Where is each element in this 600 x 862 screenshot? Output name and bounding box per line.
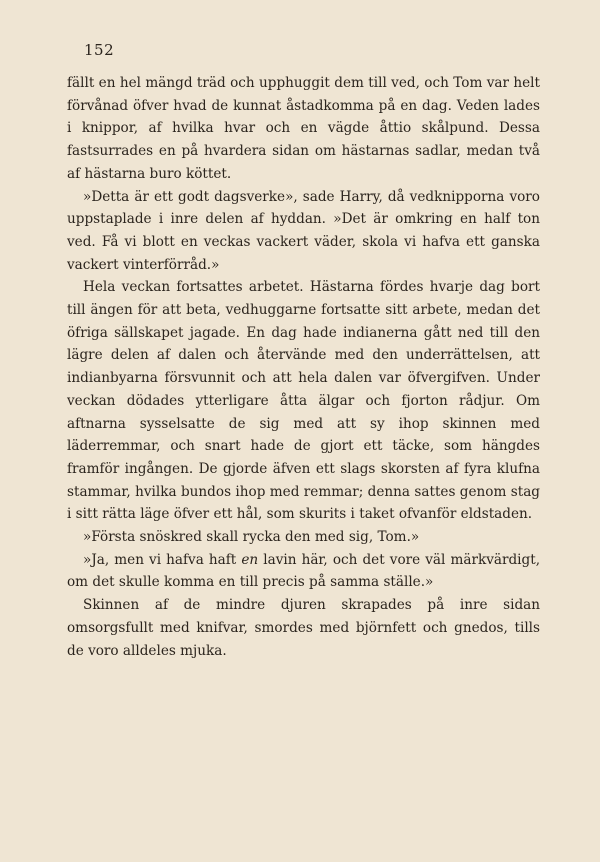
- paragraph-5-after: lavin här, och det vore väl märkvärdigt, om det skulle komma en till precis på samma ställe.»: [67, 551, 541, 591]
- paragraph-2: »Detta är ett godt dagsverke», sade Harry, då vedknipporna voro uppstaplade i inre delen af hyddan. »Det är omkring en half ton ved. Få vi blott en veckas vackert väder, skola vi hafva ett ganska vackert vinterförråd.»: [67, 188, 540, 273]
- page-number: 152: [84, 41, 115, 59]
- paragraph-6: Skinnen af de mindre djuren skrapades på inre sidan omsorgsfullt med knifvar, smordes med björnfett och gnedos, tills de voro alldeles mjuka.: [67, 597, 540, 659]
- paragraph-5: [67, 549, 540, 594]
- paragraph-1: fällt en hel mängd träd och upphuggit dem till ved, och Tom var helt förvånad öfver hvad de kunnat åstadkomma på en dag. Veden lades i knippor, af hvilka hvar och en vägde åttio skålpund. Dessa fastsurrades en på hvardera sidan om hästarnas sadlar, medan två af hästarna buro köttet.: [67, 75, 540, 182]
- paragraph-5-emphasis: en: [241, 551, 259, 568]
- body-text: [67, 72, 540, 662]
- paragraph-4: »Första snöskred skall rycka den med sig, Tom.»: [83, 529, 420, 546]
- paragraph-3: Hela veckan fortsattes arbetet. Hästarna fördes hvarje dag bort till ängen för att beta, vedhuggarne fortsatte sitt arbete, medan det öfriga sällskapet jagade. En dag hade indianerna gått ned till den lägre delen af dalen och återvände med den underrättelsen, att indianbyarna försvunnit och att hela dalen var öfvergifven. Under veckan dödades ytterligare åtta älgar och fjorton rådjur. Om aftnarna sysselsatte de sig med att sy ihop skinnen med läderremmar, och snart hade de gjort ett täcke, som hängdes framför ingången. De gjorde äfven ett slags skorsten af fyra klufna stammar, hvilka bundos ihop med remmar; denna sattes genom stag i sitt rätta läge öfver ett hål, som skurits i taket ofvanför eldstaden.: [67, 279, 540, 523]
- paragraph-5-before: »Ja, men vi hafva haft: [83, 551, 242, 568]
